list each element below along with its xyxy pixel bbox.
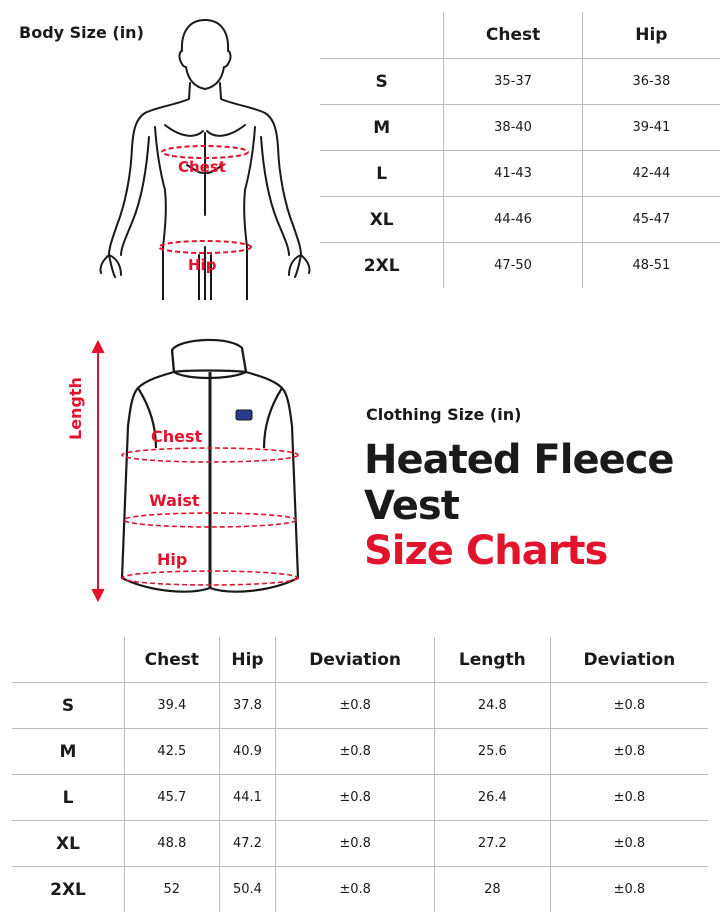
table-row	[12, 683, 708, 729]
chest-cell: 44-46	[444, 197, 582, 243]
deviation-cell: ±0.8	[276, 683, 435, 729]
chest-cell: 48.8	[125, 821, 220, 867]
header-blank	[12, 637, 125, 683]
vest-length-label: Length	[66, 377, 85, 440]
table-row	[320, 59, 720, 105]
vest-waist-label: Waist	[149, 491, 200, 510]
deviation-cell: ±0.8	[550, 775, 708, 821]
deviation-cell: ±0.8	[276, 821, 435, 867]
length-cell: 24.8	[434, 683, 550, 729]
hip-cell: 45-47	[582, 197, 720, 243]
hip-cell: 42-44	[582, 151, 720, 197]
table-row	[320, 243, 720, 289]
hip-cell: 44.1	[219, 775, 276, 821]
length-cell: 28	[434, 867, 550, 913]
hip-cell: 47.2	[219, 821, 276, 867]
table-header-row	[12, 637, 708, 683]
vest-hip-label: Hip	[157, 550, 188, 569]
size-cell: XL	[12, 821, 125, 867]
hip-cell: 39-41	[582, 105, 720, 151]
size-cell: S	[12, 683, 125, 729]
heading-line-3: Size Charts	[364, 528, 608, 574]
length-cell: 25.6	[434, 729, 550, 775]
chest-cell: 45.7	[125, 775, 220, 821]
table-row	[320, 105, 720, 151]
chest-cell: 41-43	[444, 151, 582, 197]
length-cell: 27.2	[434, 821, 550, 867]
clothing-size-subtitle: Clothing Size (in)	[366, 405, 522, 424]
deviation-cell: ±0.8	[550, 821, 708, 867]
header-chest: Chest	[444, 12, 582, 59]
header-blank	[320, 12, 444, 59]
body-size-table	[320, 12, 720, 288]
table-row	[12, 729, 708, 775]
table-row	[12, 867, 708, 913]
size-cell: 2XL	[363, 255, 400, 276]
table-row	[12, 821, 708, 867]
hip-cell: 40.9	[219, 729, 276, 775]
chest-cell: 42.5	[125, 729, 220, 775]
deviation-cell: ±0.8	[550, 867, 708, 913]
clothing-size-table	[12, 637, 708, 912]
size-cell: M	[12, 729, 125, 775]
deviation-cell: ±0.8	[550, 683, 708, 729]
header-deviation: Deviation	[276, 637, 435, 683]
deviation-cell: ±0.8	[276, 867, 435, 913]
body-hip-label: Hip	[188, 256, 217, 274]
heading-line-1: Heated Fleece	[364, 437, 674, 483]
deviation-cell: ±0.8	[276, 729, 435, 775]
chest-cell: 35-37	[444, 59, 582, 105]
size-cell: S	[320, 59, 444, 105]
heading-line-2: Vest	[364, 483, 459, 529]
chest-cell: 38-40	[444, 105, 582, 151]
chest-cell: 39.4	[125, 683, 220, 729]
table-row	[320, 197, 720, 243]
vest-chest-label: Chest	[151, 427, 203, 446]
body-size-title: Body Size (in)	[19, 23, 144, 42]
table-row	[12, 775, 708, 821]
size-cell: L	[12, 775, 125, 821]
hip-cell: 36-38	[582, 59, 720, 105]
length-cell: 26.4	[434, 775, 550, 821]
header-chest: Chest	[125, 637, 220, 683]
chest-cell: 47-50	[444, 243, 582, 289]
table-row	[320, 151, 720, 197]
body-chest-label: Chest	[178, 158, 226, 176]
size-cell: 2XL	[50, 879, 86, 900]
table-header-row	[320, 12, 720, 59]
vest-figure	[60, 330, 320, 605]
chest-cell: 52	[125, 867, 220, 913]
size-cell: M	[320, 105, 444, 151]
hip-cell: 50.4	[219, 867, 276, 913]
header-length: Length	[434, 637, 550, 683]
deviation-cell: ±0.8	[550, 729, 708, 775]
size-cell: XL	[320, 197, 444, 243]
hip-cell: 48-51	[582, 243, 720, 289]
hip-cell: 37.8	[219, 683, 276, 729]
deviation-cell: ±0.8	[276, 775, 435, 821]
header-hip: Hip	[219, 637, 276, 683]
header-hip: Hip	[582, 12, 720, 59]
size-cell: L	[320, 151, 444, 197]
header-deviation: Deviation	[550, 637, 708, 683]
